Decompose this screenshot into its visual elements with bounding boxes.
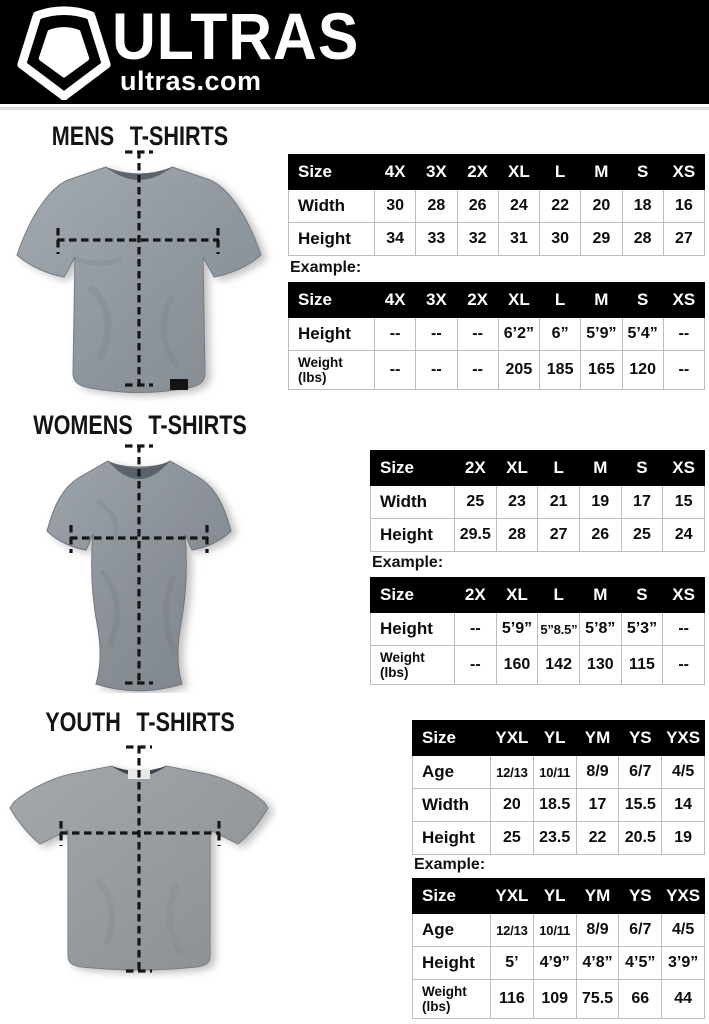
value-cell: 30 [540,223,581,256]
value-cell: 10/11 [533,914,576,947]
size-column-header: XS [663,283,704,318]
value-cell: -- [375,318,416,351]
table-row [371,486,705,519]
table-header-row [413,721,705,756]
value-cell: 18 [622,190,663,223]
womens-example-table [370,577,705,685]
size-corner-header: Size [413,721,491,756]
value-cell: 17 [621,486,663,519]
table-row [371,613,705,646]
row-label: Width [413,789,491,822]
value-cell: 5’ [491,947,534,980]
value-cell: 5’3” [621,613,663,646]
value-cell: 160 [496,646,538,685]
size-corner-header: Size [289,283,375,318]
value-cell: 142 [538,646,580,685]
size-column-header: XL [496,578,538,613]
section-title-mens: MENS T-SHIRTS [51,121,229,151]
value-cell: 5’9” [581,318,622,351]
value-cell: 25 [621,519,663,552]
value-cell: 21 [538,486,580,519]
value-cell: 19 [579,486,621,519]
row-label: Age [413,914,491,947]
size-corner-header: Size [289,155,375,190]
value-cell: 75.5 [576,980,619,1019]
row-label: Weight (lbs) [371,646,455,685]
value-cell: 15.5 [619,789,662,822]
table-row [289,318,705,351]
value-cell: 23.5 [533,822,576,855]
table-row [413,980,705,1019]
value-cell: 26 [579,519,621,552]
value-cell: 4/5 [662,756,705,789]
value-cell: 20.5 [619,822,662,855]
row-label: Width [289,190,375,223]
value-cell: 24 [498,190,539,223]
value-cell: 8/9 [576,756,619,789]
table-row [371,519,705,552]
womens-example-label: Example: [372,554,444,571]
value-cell: 6’2” [498,318,539,351]
value-cell: 16 [663,190,704,223]
womens-example-table-wrap [370,577,705,685]
table-row [289,223,705,256]
size-corner-header: Size [371,578,455,613]
size-column-header: YL [533,721,576,756]
table-row [413,947,705,980]
size-column-header: 4X [375,155,416,190]
youth-size-table [412,720,705,855]
value-cell: 4’5” [619,947,662,980]
size-column-header: L [538,451,580,486]
youth-example-label: Example: [414,856,486,873]
table-row [413,789,705,822]
value-cell: 20 [581,190,622,223]
size-column-header: M [581,283,622,318]
value-cell: 25 [491,822,534,855]
value-cell: 6/7 [619,756,662,789]
size-column-header: S [621,578,663,613]
table-header-row [371,578,705,613]
size-column-header: 3X [416,283,457,318]
mens-example-label: Example: [290,259,362,276]
row-label: Height [413,947,491,980]
value-cell: 22 [540,190,581,223]
table-row [371,646,705,685]
value-cell: 14 [662,789,705,822]
womens-size-table-wrap [370,450,705,552]
size-column-header: YS [619,721,662,756]
value-cell: 44 [662,980,705,1019]
size-column-header: XS [663,451,705,486]
value-cell: 5’4” [622,318,663,351]
size-column-header: YM [576,721,619,756]
row-label: Weight (lbs) [413,980,491,1019]
size-column-header: YM [576,879,619,914]
value-cell: 4/5 [662,914,705,947]
value-cell: 4’9” [533,947,576,980]
size-corner-header: Size [371,451,455,486]
size-column-header: YL [533,879,576,914]
value-cell: 23 [496,486,538,519]
value-cell: 15 [663,486,705,519]
value-cell: 18.5 [533,789,576,822]
value-cell: 29.5 [455,519,497,552]
value-cell: 22 [576,822,619,855]
mens-size-table [288,154,705,256]
value-cell: 12/13 [491,756,534,789]
size-column-header: L [540,283,581,318]
value-cell: 130 [579,646,621,685]
size-column-header: S [621,451,663,486]
table-row [413,914,705,947]
value-cell: 120 [622,351,663,390]
size-column-header: XS [663,578,705,613]
mens-example-table-wrap [288,282,705,390]
value-cell: 27 [538,519,580,552]
size-column-header: L [540,155,581,190]
mens-example-table [288,282,705,390]
value-cell: 28 [496,519,538,552]
mens-shirt-image [2,147,277,405]
brand-wordmark: ULTRAS [112,0,360,73]
value-cell: -- [375,351,416,390]
value-cell: 8/9 [576,914,619,947]
mens-size-table-wrap [288,154,705,256]
table-header-row [413,879,705,914]
section-title-youth: YOUTH T-SHIRTS [45,707,235,737]
value-cell: 4’8” [576,947,619,980]
value-cell: 33 [416,223,457,256]
site-url[interactable]: ultras.com [120,66,262,96]
value-cell: 5’9” [496,613,538,646]
row-label: Age [413,756,491,789]
size-column-header: 2X [455,578,497,613]
value-cell: 5”8.5” [538,613,580,646]
value-cell: 6/7 [619,914,662,947]
value-cell: 25 [455,486,497,519]
value-cell: 116 [491,980,534,1019]
size-column-header: 2X [455,451,497,486]
table-header-row [371,451,705,486]
value-cell: -- [663,351,704,390]
row-label: Width [371,486,455,519]
size-corner-header: Size [413,879,491,914]
hem-tag [170,379,188,390]
value-cell: -- [416,351,457,390]
value-cell: 115 [621,646,663,685]
row-label: Height [413,822,491,855]
size-column-header: S [622,283,663,318]
value-cell: 34 [375,223,416,256]
table-row [289,351,705,390]
value-cell: 5’8” [579,613,621,646]
table-row [413,822,705,855]
table-header-row [289,155,705,190]
value-cell: -- [416,318,457,351]
size-column-header: M [581,155,622,190]
value-cell: 20 [491,789,534,822]
womens-size-table [370,450,705,552]
value-cell: 28 [622,223,663,256]
value-cell: 185 [540,351,581,390]
youth-example-table-wrap [412,878,705,1019]
row-label: Height [289,223,375,256]
value-cell: 24 [663,519,705,552]
size-column-header: YXL [491,721,534,756]
size-column-header: 3X [416,155,457,190]
youth-size-table-wrap [412,720,705,855]
value-cell: -- [455,613,497,646]
row-label: Height [371,613,455,646]
value-cell: 17 [576,789,619,822]
value-cell: -- [455,646,497,685]
section-title-womens: WOMENS T-SHIRTS [33,410,247,440]
pentagon-shield-icon [16,4,112,100]
size-column-header: XL [498,283,539,318]
youth-example-table [412,878,705,1019]
size-column-header: S [622,155,663,190]
site-header [0,0,709,104]
value-cell: -- [457,318,498,351]
value-cell: 3’9” [662,947,705,980]
row-label: Height [289,318,375,351]
table-row [413,756,705,789]
table-header-row [289,283,705,318]
size-column-header: XS [663,155,704,190]
value-cell: 19 [662,822,705,855]
value-cell: 10/11 [533,756,576,789]
value-cell: 32 [457,223,498,256]
header-divider [0,107,709,110]
value-cell: 28 [416,190,457,223]
value-cell: -- [663,646,705,685]
value-cell: -- [663,318,704,351]
womens-shirt-image [2,441,277,693]
size-column-header: 2X [457,155,498,190]
value-cell: 27 [663,223,704,256]
value-cell: -- [457,351,498,390]
value-cell: 12/13 [491,914,534,947]
size-column-header: 4X [375,283,416,318]
value-cell: 30 [375,190,416,223]
size-column-header: XL [496,451,538,486]
size-column-header: M [579,451,621,486]
value-cell: -- [663,613,705,646]
value-cell: 29 [581,223,622,256]
size-column-header: YS [619,879,662,914]
row-label: Weight (lbs) [289,351,375,390]
size-column-header: YXS [662,721,705,756]
table-row [289,190,705,223]
size-column-header: M [579,578,621,613]
row-label: Height [371,519,455,552]
value-cell: 109 [533,980,576,1019]
value-cell: 6” [540,318,581,351]
size-column-header: XL [498,155,539,190]
value-cell: 31 [498,223,539,256]
value-cell: 66 [619,980,662,1019]
size-column-header: YXS [662,879,705,914]
size-column-header: YXL [491,879,534,914]
size-column-header: L [538,578,580,613]
size-column-header: 2X [457,283,498,318]
value-cell: 205 [498,351,539,390]
value-cell: 165 [581,351,622,390]
youth-shirt-image [2,740,277,982]
value-cell: 26 [457,190,498,223]
